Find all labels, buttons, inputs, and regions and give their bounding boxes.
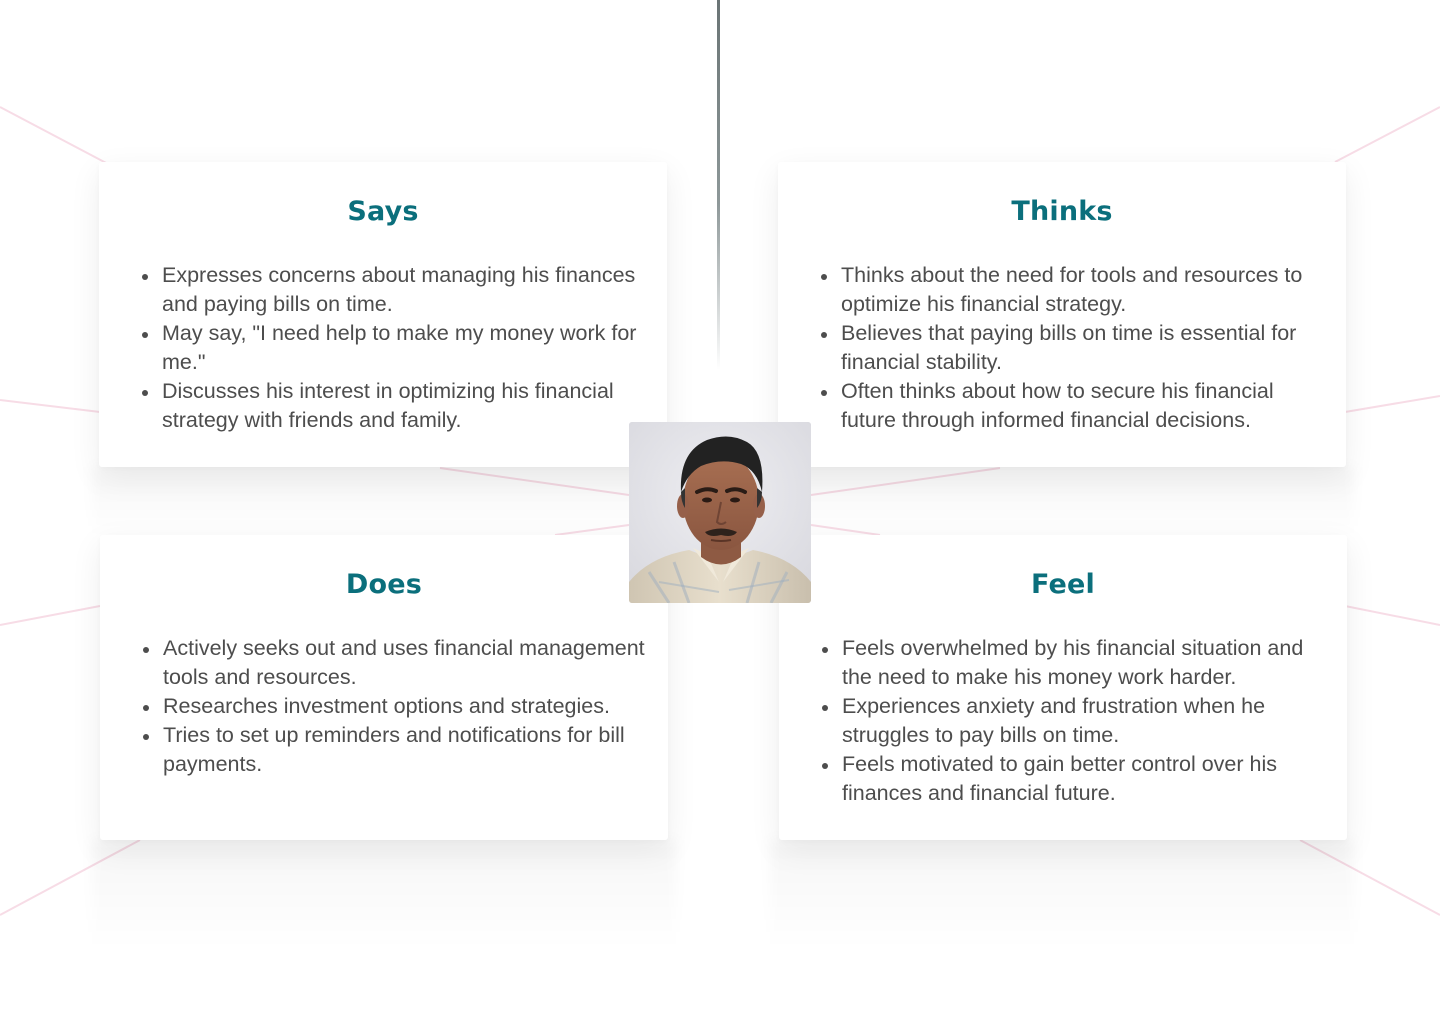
list-item: Believes that paying bills on time is essential for financial stability. (841, 319, 1325, 377)
does-title: Does (345, 569, 423, 600)
list-item: Expresses concerns about managing his finances and paying bills on time. (162, 261, 646, 319)
feel-title: Feel (1030, 569, 1096, 600)
card-shadow (92, 467, 676, 537)
list-item: Often thinks about how to secure his financial future through informed financial decisions. (841, 377, 1325, 435)
card-shadow (770, 467, 1354, 537)
list-item: Thinks about the need for tools and resources to optimize his financial strategy. (841, 261, 1325, 319)
does-card (100, 535, 668, 840)
list-item: Experiences anxiety and frustration when he struggles to pay bills on time. (842, 692, 1326, 750)
feel-list (842, 634, 1326, 808)
does-list (163, 634, 647, 779)
thinks-title: Thinks (1011, 196, 1113, 227)
feel-card (779, 535, 1347, 840)
says-title: Says (347, 196, 419, 227)
card-shadow (770, 840, 1354, 950)
says-list (162, 261, 646, 435)
thinks-list (841, 261, 1325, 435)
list-item: Feels overwhelmed by his financial situation and the need to make his money work harder. (842, 634, 1326, 692)
card-shadow (92, 840, 676, 950)
list-item: Actively seeks out and uses financial management tools and resources. (163, 634, 647, 692)
persona-portrait-icon (629, 422, 811, 603)
list-item: May say, "I need help to make my money work for me." (162, 319, 646, 377)
thinks-card (778, 162, 1346, 467)
persona-photo (629, 422, 811, 603)
center-divider (717, 0, 720, 370)
list-item: Researches investment options and strategies. (163, 692, 647, 721)
list-item: Discusses his interest in optimizing his financial strategy with friends and family. (162, 377, 646, 435)
list-item: Feels motivated to gain better control over his finances and financial future. (842, 750, 1326, 808)
list-item: Tries to set up reminders and notifications for bill payments. (163, 721, 647, 779)
says-card (99, 162, 667, 467)
